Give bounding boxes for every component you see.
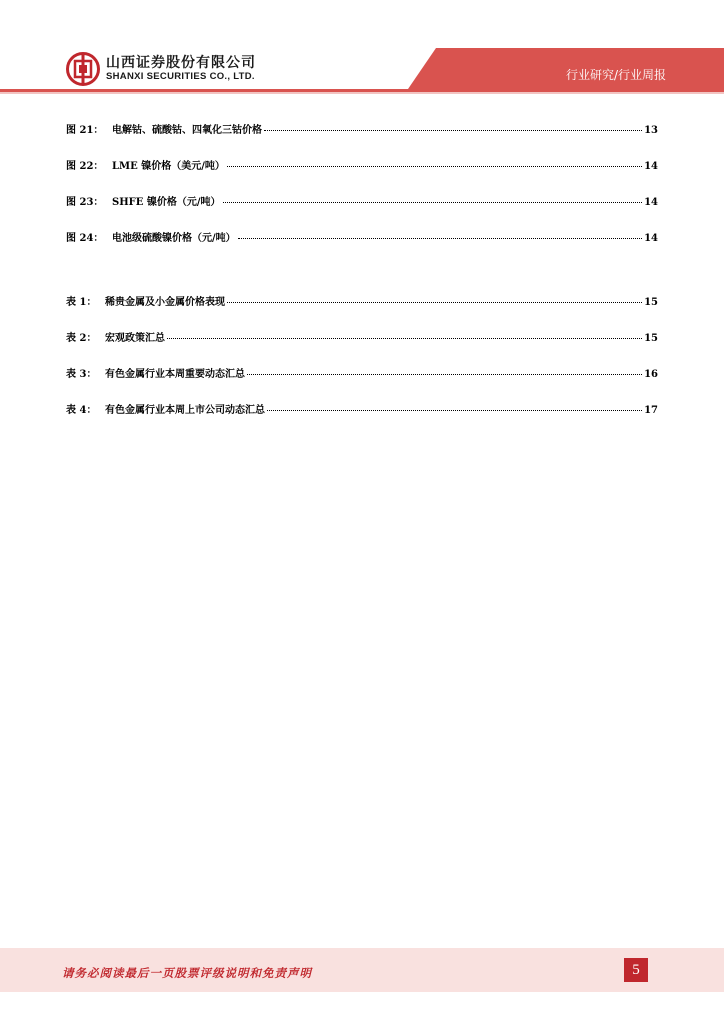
toc-leader-dots xyxy=(247,374,642,375)
toc-page-number: 14 xyxy=(644,197,658,208)
toc-leader-dots xyxy=(167,338,642,339)
toc-page-number: 15 xyxy=(644,333,658,344)
toc-leader-dots xyxy=(227,302,642,303)
toc-item-figure-22[interactable] xyxy=(66,157,658,173)
toc-leader-dots xyxy=(264,130,642,131)
toc-item-figure-23[interactable] xyxy=(66,193,658,209)
toc-item-table-3[interactable] xyxy=(66,365,658,381)
toc-label: 图 24： xyxy=(66,233,104,244)
disclaimer-notice: 请务必阅读最后一页股票评级说明和免责声明 xyxy=(62,966,312,980)
toc-leader-dots xyxy=(227,166,642,167)
toc-leader-dots xyxy=(238,238,642,239)
shanxi-securities-logo-icon xyxy=(66,52,100,86)
company-name-en: SHANXI SECURITIES CO., LTD. xyxy=(106,71,255,82)
toc-title: LME 镍价格（美元/吨） xyxy=(112,161,225,172)
toc-title: 电池级硫酸镍价格（元/吨） xyxy=(112,233,236,244)
toc-title: 宏观政策汇总 xyxy=(105,333,165,344)
toc-page-number: 15 xyxy=(644,297,658,308)
toc-page-number: 14 xyxy=(644,161,658,172)
toc-item-figure-21[interactable] xyxy=(66,121,658,137)
toc-label: 图 21： xyxy=(66,125,104,136)
toc-title: 电解钴、硫酸钴、四氧化三钴价格 xyxy=(112,125,262,136)
toc-title: SHFE 镍价格（元/吨） xyxy=(112,197,221,208)
toc-page-number: 13 xyxy=(644,125,658,136)
toc-label: 表 1： xyxy=(66,297,97,308)
toc-page-number: 14 xyxy=(644,233,658,244)
company-name-cn: 山西证券股份有限公司 xyxy=(106,55,256,71)
toc-label: 图 22： xyxy=(66,161,104,172)
toc-title: 稀贵金属及小金属价格表现 xyxy=(105,297,225,308)
toc-leader-dots xyxy=(223,202,643,203)
toc-title: 有色金属行业本周重要动态汇总 xyxy=(105,369,245,380)
toc-title: 有色金属行业本周上市公司动态汇总 xyxy=(105,405,265,416)
toc-page-number: 16 xyxy=(644,369,658,380)
report-type-label: 行业研究/行业周报 xyxy=(565,68,666,82)
toc-page-number: 17 xyxy=(644,405,658,416)
toc-label: 表 2： xyxy=(66,333,97,344)
page-header xyxy=(0,0,724,100)
toc-label: 表 3： xyxy=(66,369,97,380)
toc-leader-dots xyxy=(267,410,642,411)
toc-item-table-1[interactable] xyxy=(66,293,658,309)
toc-label: 图 23： xyxy=(66,197,104,208)
page-footer xyxy=(0,948,724,992)
toc-item-table-2[interactable] xyxy=(66,329,658,345)
toc-label: 表 4： xyxy=(66,405,97,416)
page-number-badge: 5 xyxy=(624,958,648,982)
toc-item-figure-24[interactable] xyxy=(66,229,658,245)
toc-item-table-4[interactable] xyxy=(66,401,658,417)
